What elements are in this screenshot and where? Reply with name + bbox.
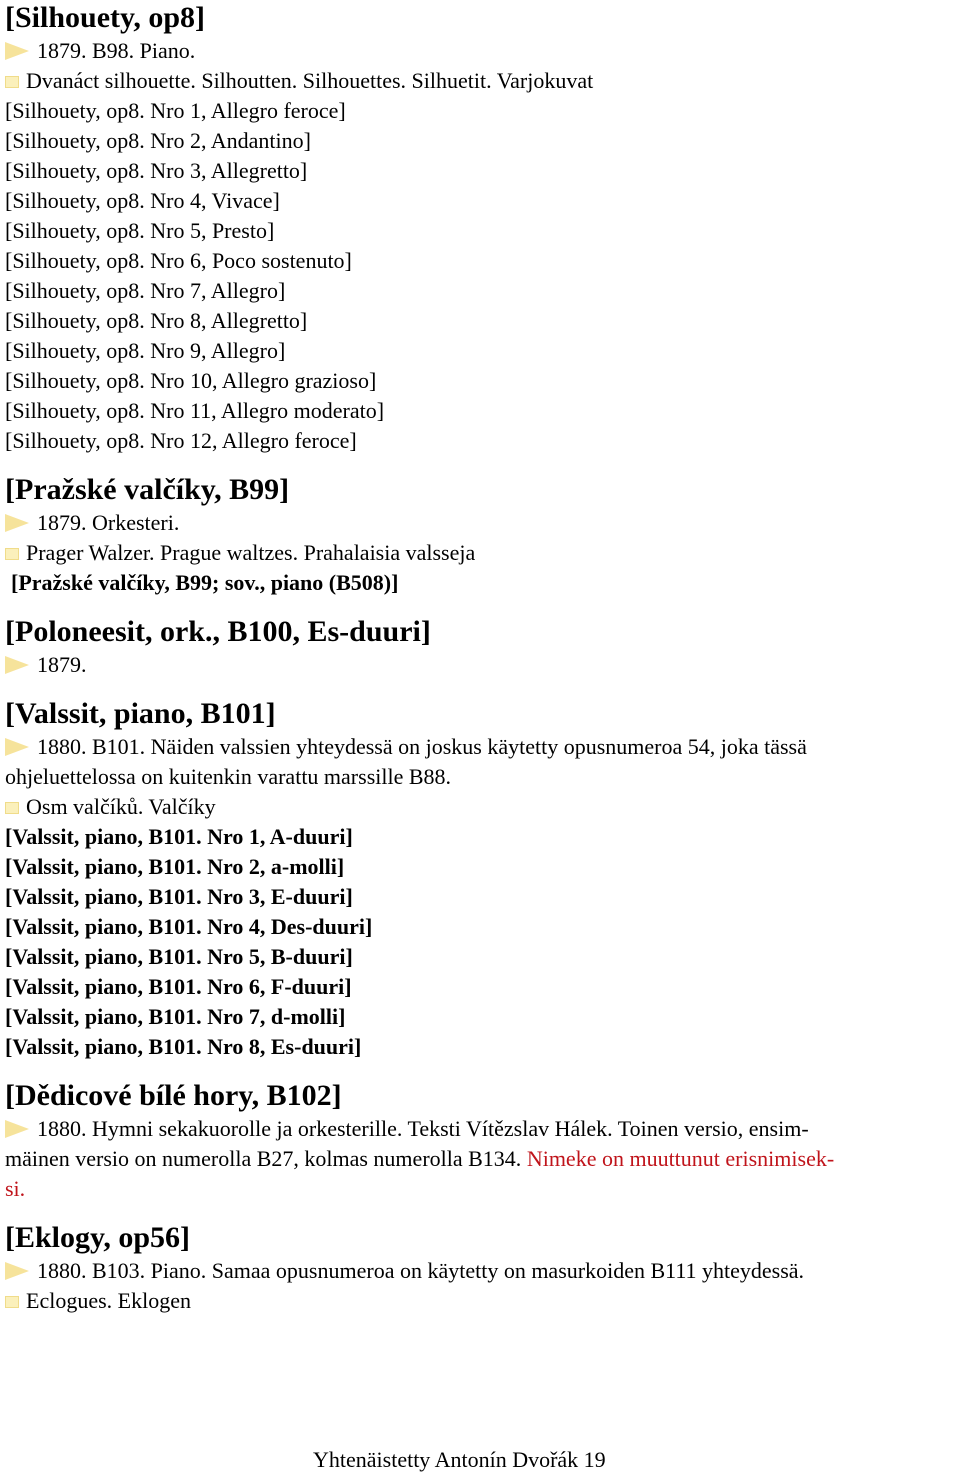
alt-titles-line: Prager Walzer. Prague waltzes. Prahalaisia valsseja bbox=[5, 538, 955, 568]
square-icon bbox=[5, 76, 19, 88]
document-body bbox=[5, 0, 955, 1316]
work-item: [Valssit, piano, B101. Nro 7, d-molli] bbox=[5, 1004, 346, 1029]
section-eklogy bbox=[5, 1220, 955, 1316]
section-prazske-valciky bbox=[5, 472, 955, 598]
highlighted-note-continued: si. bbox=[5, 1176, 26, 1201]
section-silhouety bbox=[5, 0, 955, 456]
work-item: [Silhouety, op8. Nro 7, Allegro] bbox=[5, 278, 286, 303]
section-heading: [Pražské valčíky, B99] bbox=[5, 473, 290, 506]
work-item: [Silhouety, op8. Nro 10, Allegro grazioso] bbox=[5, 368, 377, 393]
info-line: 1879. B98. Piano. bbox=[5, 36, 955, 66]
section-heading: [Valssit, piano, B101] bbox=[5, 697, 276, 730]
info-line-continued: ohjeluettelossa on kuitenkin varattu marssille B88. bbox=[5, 764, 452, 789]
work-item: [Silhouety, op8. Nro 1, Allegro feroce] bbox=[5, 98, 346, 123]
info-line: 1879. bbox=[5, 650, 955, 680]
section-valssit bbox=[5, 696, 955, 1062]
section-dedicove-bile-hory bbox=[5, 1078, 955, 1204]
section-heading: [Eklogy, op56] bbox=[5, 1221, 191, 1254]
section-heading: [Poloneesit, ork., B100, Es-duuri] bbox=[5, 615, 431, 648]
work-item: [Valssit, piano, B101. Nro 4, Des-duuri] bbox=[5, 914, 373, 939]
work-item: [Valssit, piano, B101. Nro 2, a-molli] bbox=[5, 854, 345, 879]
info-line: 1879. Orkesteri. bbox=[5, 508, 955, 538]
triangle-icon bbox=[5, 1262, 29, 1280]
info-line: 1880. B103. Piano. Samaa opusnumeroa on käytetty on masurkoiden B111 yhteydessä. bbox=[5, 1256, 955, 1286]
triangle-icon bbox=[5, 42, 29, 60]
square-icon bbox=[5, 548, 19, 560]
work-item: [Silhouety, op8. Nro 5, Presto] bbox=[5, 218, 275, 243]
page-footer: Yhtenäistetty Antonín Dvořák 19 bbox=[313, 1447, 606, 1472]
work-item: [Silhouety, op8. Nro 6, Poco sostenuto] bbox=[5, 248, 352, 273]
square-icon bbox=[5, 802, 19, 814]
section-heading: [Silhouety, op8] bbox=[5, 1, 206, 34]
triangle-icon bbox=[5, 656, 29, 674]
work-item: [Silhouety, op8. Nro 3, Allegretto] bbox=[5, 158, 308, 183]
work-item: [Silhouety, op8. Nro 2, Andantino] bbox=[5, 128, 311, 153]
work-item: [Silhouety, op8. Nro 4, Vivace] bbox=[5, 188, 280, 213]
triangle-icon bbox=[5, 514, 29, 532]
square-icon bbox=[5, 1296, 19, 1308]
info-line: 1880. Hymni sekakuorolle ja orkesterille. Teksti Vítězslav Hálek. Toinen versio, ensim- bbox=[5, 1114, 955, 1144]
info-line-continued: mäinen versio on numerolla B27, kolmas numerolla B134. Nimeke on muuttunut erisnimisek- bbox=[5, 1146, 835, 1171]
work-item: [Silhouety, op8. Nro 11, Allegro moderato] bbox=[5, 398, 385, 423]
alt-titles-line: Eclogues. Eklogen bbox=[5, 1286, 955, 1316]
work-item: [Valssit, piano, B101. Nro 1, A-duuri] bbox=[5, 824, 353, 849]
work-item: [Valssit, piano, B101. Nro 8, Es-duuri] bbox=[5, 1034, 362, 1059]
work-item: [Pražské valčíky, B99; sov., piano (B508)] bbox=[11, 570, 399, 595]
work-item: [Silhouety, op8. Nro 9, Allegro] bbox=[5, 338, 286, 363]
section-poloneesit bbox=[5, 614, 955, 680]
triangle-icon bbox=[5, 1120, 29, 1138]
work-item: [Silhouety, op8. Nro 12, Allegro feroce] bbox=[5, 428, 357, 453]
work-item: [Valssit, piano, B101. Nro 6, F-duuri] bbox=[5, 974, 352, 999]
alt-titles-line: Osm valčíků. Valčíky bbox=[5, 792, 955, 822]
section-heading: [Dědicové bílé hory, B102] bbox=[5, 1079, 342, 1112]
triangle-icon bbox=[5, 738, 29, 756]
work-item: [Valssit, piano, B101. Nro 5, B-duuri] bbox=[5, 944, 353, 969]
work-item: [Silhouety, op8. Nro 8, Allegretto] bbox=[5, 308, 308, 333]
info-line: 1880. B101. Näiden valssien yhteydessä on joskus käytetty opusnumeroa 54, joka tässä bbox=[5, 732, 955, 762]
alt-titles-line: Dvanáct silhouette. Silhoutten. Silhouettes. Silhuetit. Varjokuvat bbox=[5, 66, 955, 96]
highlighted-note: Nimeke on muuttunut erisnimisek- bbox=[526, 1146, 835, 1171]
work-item: [Valssit, piano, B101. Nro 3, E-duuri] bbox=[5, 884, 353, 909]
